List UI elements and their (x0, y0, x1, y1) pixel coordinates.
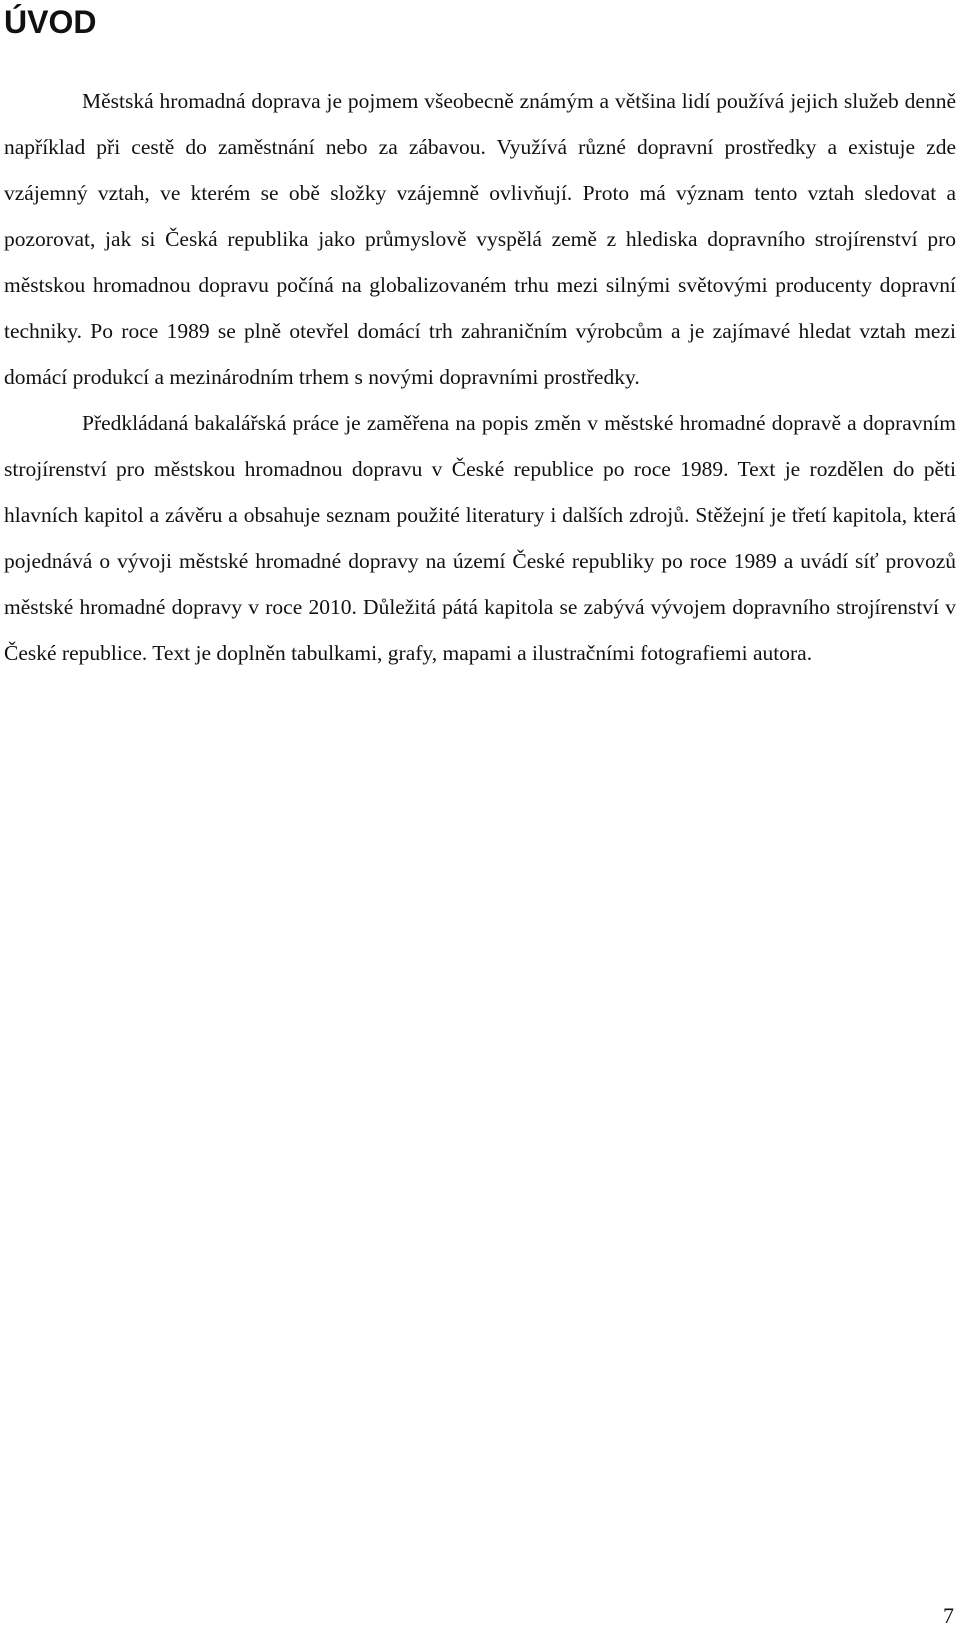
page-title: ÚVOD (4, 4, 97, 40)
page-number: 7 (943, 1603, 954, 1628)
paragraph-thesis-overview: Předkládaná bakalářská práce je zaměřena na popis změn v městské hromadné dopravě a dopravním strojírenství pro městskou hromadnou dopravu v České republice po roce 1989. Text je rozdělen do pěti hlavních kapitol a závěru a obsahuje seznam použité literatury i dalších zdrojů. Stěžejní je třetí kapitola, která pojednává o vývoji městské hromadné dopravy na území České republiky po roce 1989 a uvádí síť provozů městské hromadné dopravy v roce 2010. Důležitá pátá kapitola se zabývá vývojem dopravního strojírenství v České republice. Text je doplněn tabulkami, grafy, mapami a ilustračními fotografiemi autora. (4, 411, 956, 665)
body-text (4, 78, 956, 676)
paragraph-intro: Městská hromadná doprava je pojmem všeobecně známým a většina lidí používá jejich služeb denně například při cestě do zaměstnání nebo za zábavou. Využívá různé dopravní prostředky a existuje zde vzájemný vztah, ve kterém se obě složky vzájemně ovlivňují. Proto má význam tento vztah sledovat a pozorovat, jak si Česká republika jako průmyslově vyspělá země z hlediska dopravního strojírenství pro městskou hromadnou dopravu počíná na globalizovaném trhu mezi silnými světovými producenty dopravní techniky. Po roce 1989 se plně otevřel domácí trh zahraničním výrobcům a je zajímavé hledat vztah mezi domácí produkcí a mezinárodním trhem s novými dopravními prostředky. (4, 89, 956, 389)
